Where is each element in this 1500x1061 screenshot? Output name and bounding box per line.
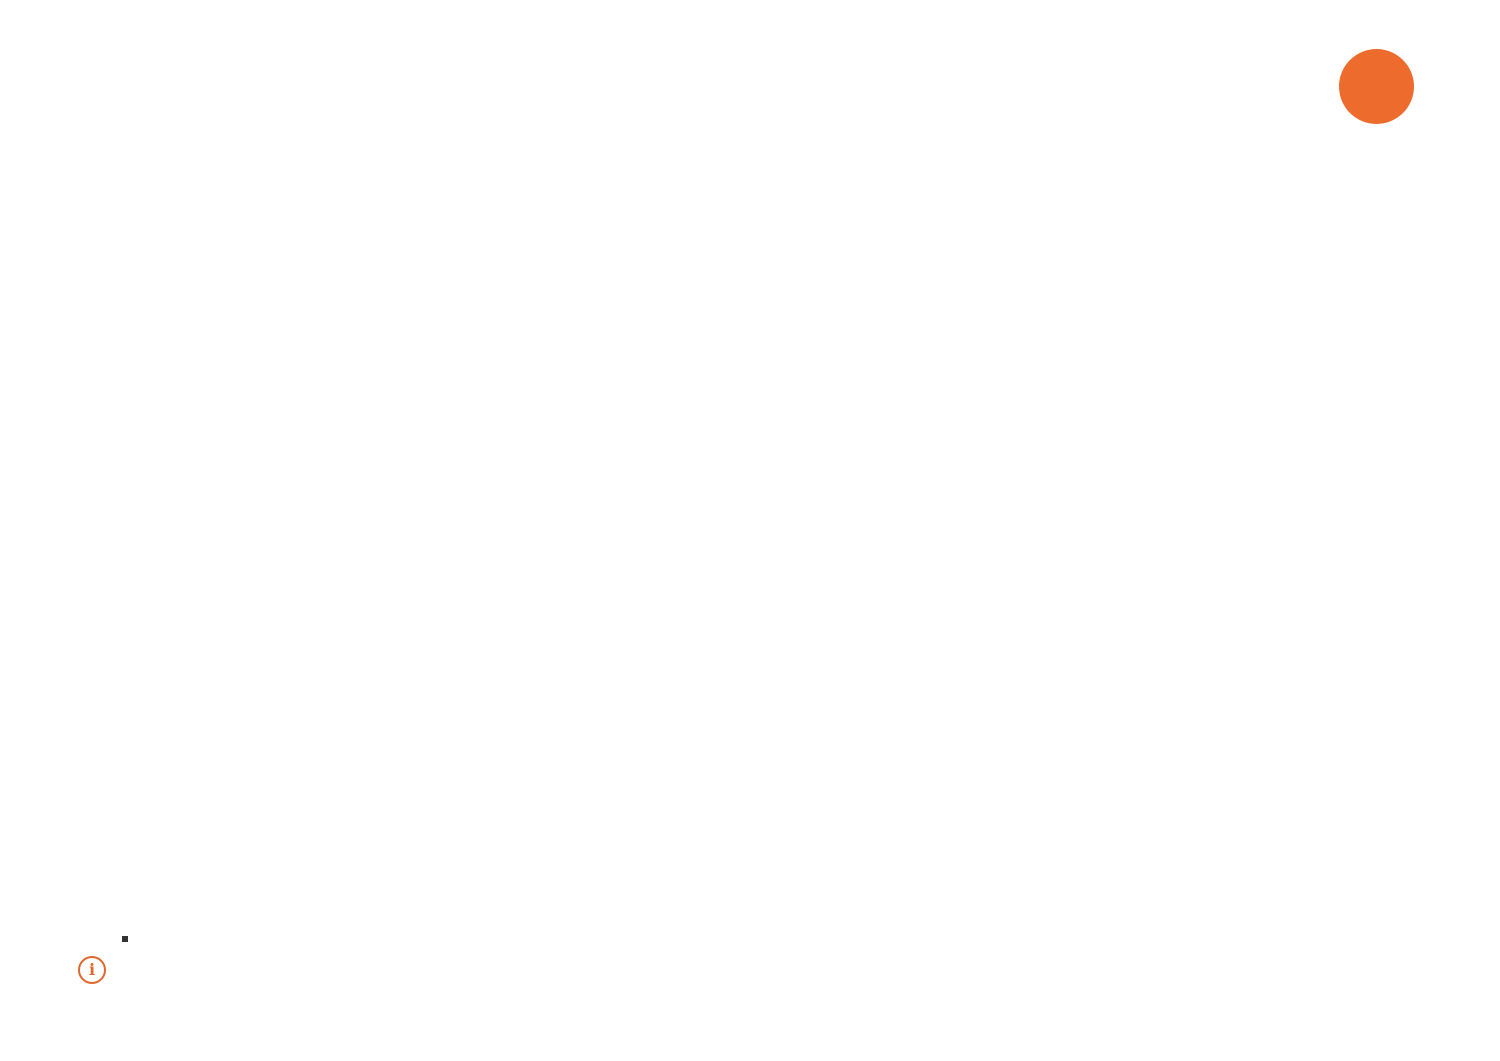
- qr-code-icon[interactable]: [1330, 923, 1424, 1017]
- info-icon: i: [78, 956, 106, 984]
